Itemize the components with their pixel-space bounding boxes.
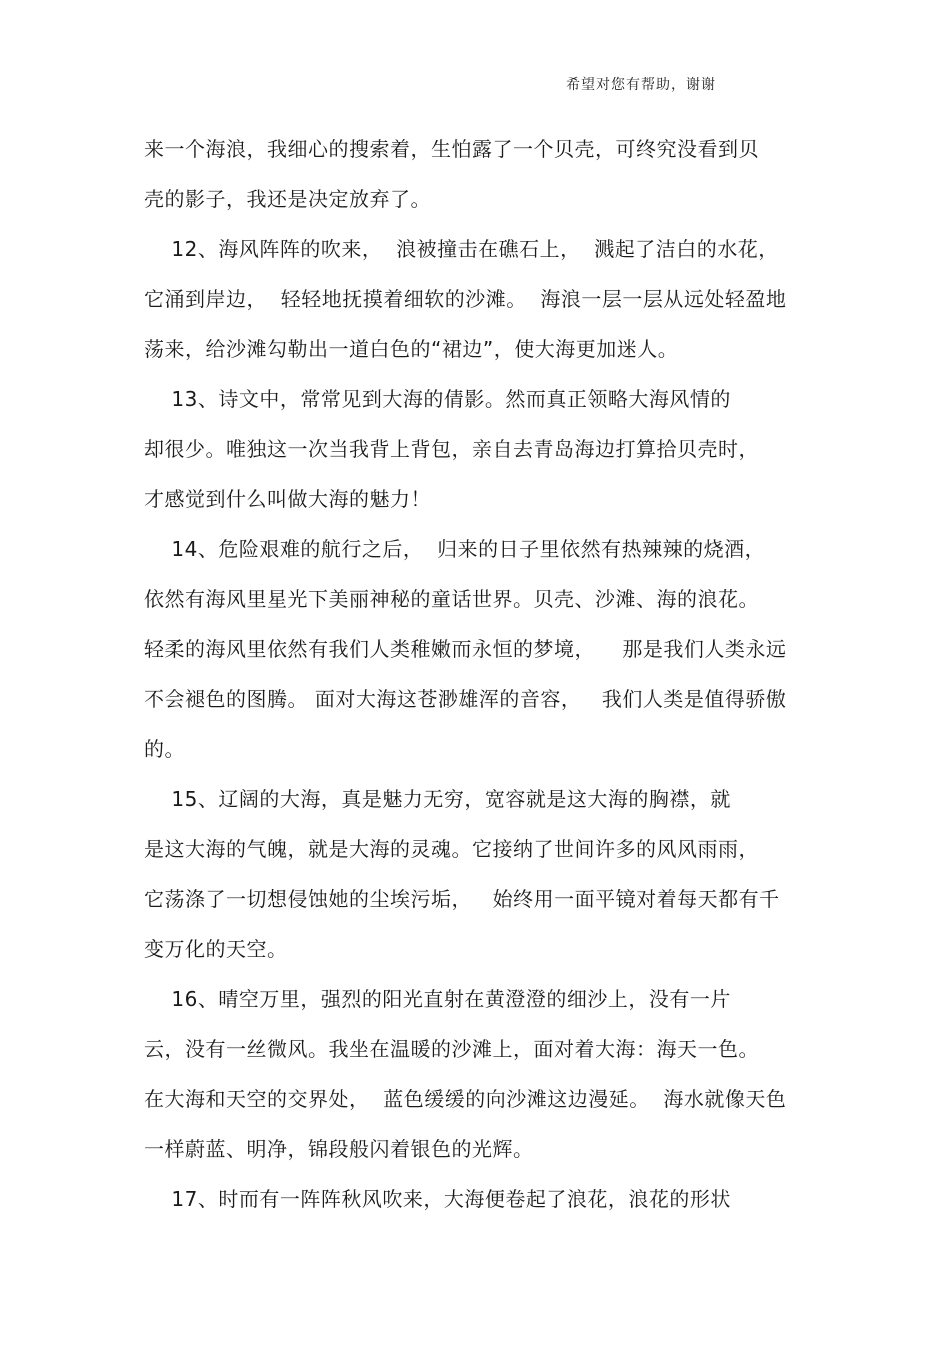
- text-line: 12、海风阵阵的吹来， 浪被撞击在礁石上， 溅起了洁白的水花，: [144, 237, 779, 261]
- text-line: 一样蔚蓝、明净，锦段般闪着银色的光辉。: [144, 1137, 534, 1161]
- text-line: 来一个海浪，我细心的搜索着，生怕露了一个贝壳，可终究没看到贝: [144, 137, 759, 161]
- text-line: 它荡涤了一切想侵蚀她的尘埃污垢， 始终用一面平镜对着每天都有千: [144, 887, 780, 911]
- text-line: 13、诗文中，常常见到大海的倩影。然而真正领略大海风情的: [144, 387, 731, 411]
- text-line: 轻柔的海风里依然有我们人类稚嫩而永恒的梦境， 那是我们人类永远: [144, 637, 787, 661]
- page-header: 希望对您有帮助，谢谢: [566, 77, 716, 93]
- text-line: 变万化的天空。: [144, 937, 288, 961]
- text-line: 在大海和天空的交界处， 蓝色缓缓的向沙滩这边漫延。 海水就像天色: [144, 1087, 787, 1111]
- text-line: 荡来，给沙滩勾勒出一道白色的“裙边”，使大海更加迷人。: [144, 337, 679, 361]
- text-line: 17、时而有一阵阵秋风吹来，大海便卷起了浪花，浪花的形状: [144, 1187, 731, 1211]
- text-line: 16、晴空万里，强烈的阳光直射在黄澄澄的细沙上，没有一片: [144, 987, 731, 1011]
- text-line: 15、辽阔的大海，真是魅力无穷，宽容就是这大海的胸襟，就: [144, 787, 731, 811]
- text-line: 壳的影子，我还是决定放弃了。: [144, 187, 431, 211]
- text-line: 是这大海的气魄，就是大海的灵魂。它接纳了世间许多的风风雨雨，: [144, 837, 759, 861]
- text-line: 依然有海风里星光下美丽神秘的童话世界。贝壳、沙滩、海的浪花。: [144, 587, 759, 611]
- text-line: 却很少。唯独这一次当我背上背包，亲自去青岛海边打算拾贝壳时，: [144, 437, 759, 461]
- text-line: 云，没有一丝微风。我坐在温暖的沙滩上，面对着大海：海天一色。: [144, 1037, 759, 1061]
- text-line: 的。: [144, 737, 185, 761]
- text-line: 才感觉到什么叫做大海的魅力！: [144, 487, 431, 511]
- text-line: 14、危险艰难的航行之后， 归来的日子里依然有热辣辣的烧酒，: [144, 537, 766, 561]
- text-line: 它涌到岸边， 轻轻地抚摸着细软的沙滩。 海浪一层一层从远处轻盈地: [144, 287, 787, 311]
- text-line: 不会褪色的图腾。 面对大海这苍渺雄浑的音容， 我们人类是值得骄傲: [144, 687, 787, 711]
- body-text: [144, 124, 804, 1224]
